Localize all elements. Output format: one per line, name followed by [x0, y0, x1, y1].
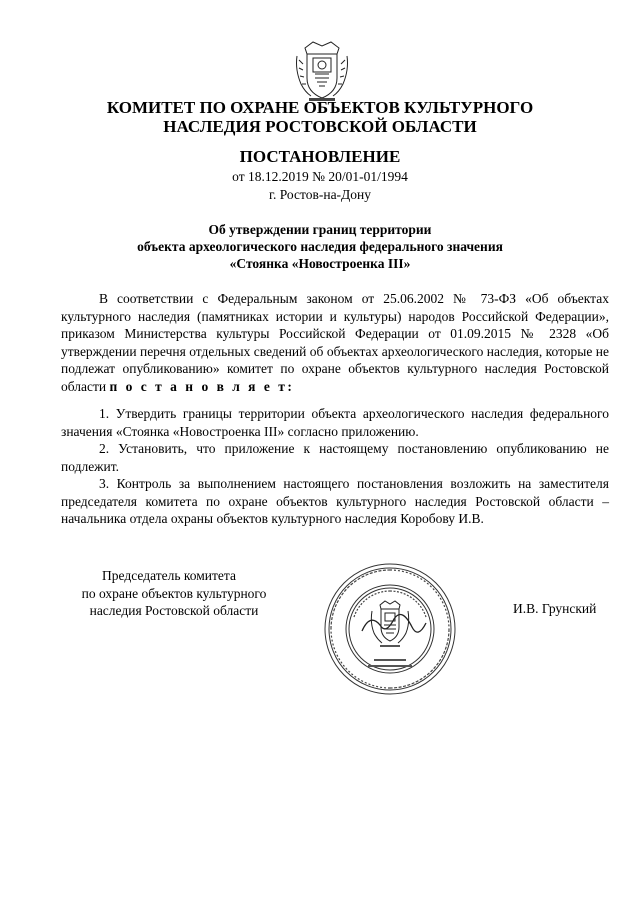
- subject-line1: Об утверждении границ территории: [208, 222, 432, 237]
- resolution-item-2: 2. Установить, что приложение к настоящему постановлению опубликованию не подлежит.: [61, 441, 609, 474]
- official-seal-icon: [322, 561, 458, 697]
- signatory-title-line3: наследия Ростовской области: [89, 603, 259, 618]
- organization-name-line2: НАСЛЕДИЯ РОСТОВСКОЙ ОБЛАСТИ: [163, 117, 477, 136]
- document-city: г. Ростов-на-Дону: [268, 187, 371, 202]
- subject-line3: «Стоянка «Новостроенка III»: [229, 256, 411, 271]
- signatory-title-line1: Председатель комитета: [102, 568, 236, 583]
- preamble-paragraph: [61, 290, 609, 395]
- resolution-item-3: 3. Контроль за выполнением настоящего постановления возложить на заместителя председателя комитета по охране объектов культурного наследия Ростовской области – начальника отдела охраны объектов культурного наследия Коробову И.В.: [61, 476, 609, 526]
- preamble-text: В соответствии с Федеральным законом от 25.06.2002 № 73-ФЗ «Об объектах культурного наследия (памятниках истории и культуры) народов Российской Федерации», приказом Министерства культуры Российской Федерации от 01.09.2015 № 2328 «Об утверждении перечня отдельных сведений об объектах археологического наследия, которые не подлежат опубликованию» комитет по охране объектов культурного наследия Ростовской области: [61, 291, 609, 394]
- coat-of-arms-icon: [293, 40, 351, 102]
- signatory-name: И.В. Грунский: [513, 601, 597, 616]
- subject-line2: объекта археологического наследия федерального значения: [137, 239, 503, 254]
- resolution-item-1: 1. Утвердить границы территории объекта археологического наследия федерального значения «Стоянка «Новостроенка III» согласно приложению.: [61, 406, 609, 439]
- document-date-number: от 18.12.2019 № 20/01-01/1994: [232, 169, 408, 184]
- signatory-title: [64, 567, 284, 620]
- document-type: ПОСТАНОВЛЕНИЕ: [239, 147, 401, 166]
- organization-name-line1: КОМИТЕТ ПО ОХРАНЕ ОБЪЕКТОВ КУЛЬТУРНОГО: [106, 98, 534, 117]
- decree-word: п о с т а н о в л я е т:: [109, 378, 295, 394]
- signatory-title-line2: по охране объектов культурного: [81, 585, 267, 601]
